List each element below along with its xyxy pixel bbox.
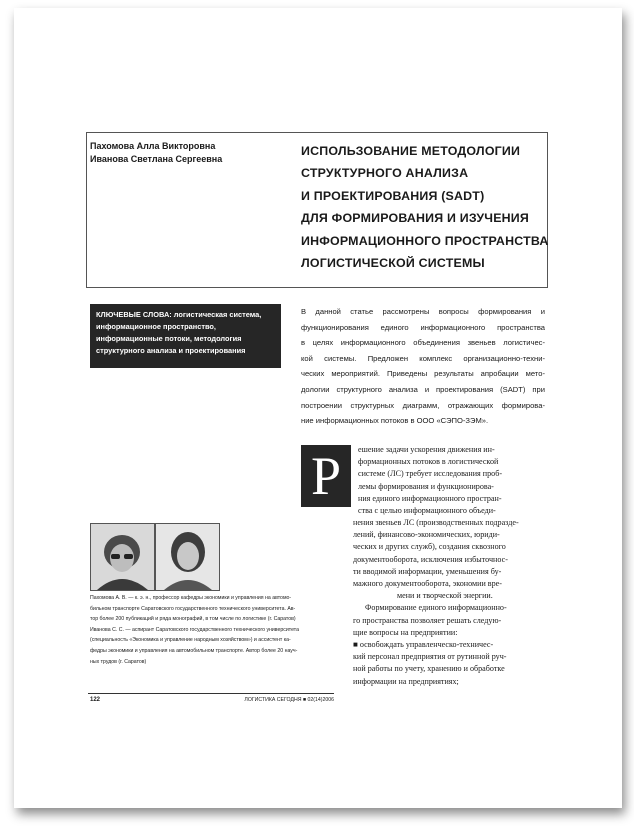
footer-rule (88, 693, 334, 694)
title-line: ЛОГИСТИЧЕСКОЙ СИСТЕМЫ (301, 256, 485, 271)
abstract-line: в целях информационного объединения звеньев логистичес- (301, 338, 545, 348)
authors-block (90, 140, 270, 166)
article-title (301, 140, 549, 274)
body-line: ческих и других служб), создания сквозного (353, 542, 506, 552)
body-line: ной работы по учету, хранению и обработке (353, 664, 505, 674)
body-text-beside-dropcap (358, 444, 502, 517)
body-line: щие вопросы на предприятии: (353, 627, 458, 637)
bio-line: Иванова С. С. — аспирант Саратовского государственного технического университета (90, 626, 300, 633)
title-line: И ПРОЕКТИРОВАНИЯ (SADT) (301, 188, 485, 203)
body-line: лений, финансово-экономических, юриди- (353, 530, 500, 540)
body-line: мажного документооборота, экономии вре- (353, 579, 502, 589)
body-line: ния единого информационного простран- (358, 493, 502, 503)
page-footer (90, 695, 334, 705)
keywords-line: информационные потоки, методология (96, 334, 242, 343)
drop-cap: Р (301, 445, 351, 507)
body-text (353, 517, 519, 688)
author-photo-pakhomova (90, 523, 155, 591)
author-name: Иванова Светлана Сергеевна (90, 154, 223, 164)
title-line: ИСПОЛЬЗОВАНИЕ МЕТОДОЛОГИИ (301, 144, 521, 158)
bio-line: бильном транспорте Саратовского государственного технического университета. Ав- (90, 605, 296, 612)
page-number: 122 (90, 697, 101, 703)
abstract-line: ческих мероприятий. Приведены результаты апробации мето- (301, 369, 545, 379)
author-name: Пахомова Алла Викторовна (90, 141, 216, 151)
author-bios (90, 593, 334, 667)
journal-name: ЛОГИСТИКА СЕГОДНЯ ■ 02(14)2006 (244, 697, 334, 703)
body-line: ства с целью информационного объеди- (358, 506, 496, 516)
body-line: го пространства позволяет решать следую- (353, 615, 502, 625)
title-line: СТРУКТУРНОГО АНАЛИЗА (301, 166, 469, 181)
body-line: мени и творческой энергии. (397, 591, 493, 601)
abstract-line: дологии структурного анализа и проектирования (SADT) при (301, 384, 545, 394)
bio-line: федры экономики и управления на автомобильном транспорте. Автор более 20 науч- (90, 647, 298, 654)
abstract-line: построении структурных диаграмм, отражающих формирова- (301, 400, 545, 410)
title-line: ИНФОРМАЦИОННОГО ПРОСТРАНСТВА (301, 233, 549, 248)
body-line: формационных потоков в логистической (358, 457, 499, 467)
abstract (301, 304, 545, 429)
bio-line: (специальность «Экономика и управление народным хозяйством») и ассистент ка- (90, 637, 291, 644)
abstract-line: ние информационных потоков в ООО «СЭПО-ЗЭМ». (301, 416, 489, 426)
abstract-line: функционирования единого информационного пространства (301, 322, 545, 332)
abstract-line: В данной статье рассмотрены вопросы формирования и (301, 307, 545, 316)
body-line: нения звеньев ЛС (производственных подразде- (353, 518, 519, 527)
body-line: кий персонал предприятия от рутинной руч- (353, 652, 507, 662)
keywords-box (90, 304, 281, 368)
body-line: информации на предприятиях; (353, 676, 459, 686)
body-line: документооборота, исключения избыточнос- (353, 554, 508, 564)
body-line: ти вводимой информации, уменьшения бу- (353, 566, 502, 576)
abstract-line: кой системы. Предложен комплекс организационно-техни- (301, 353, 545, 363)
body-line: Формирование единого информационно- (365, 603, 507, 613)
body-line: системе (ЛС) требует исследования проб- (358, 469, 503, 479)
bio-line: тор более 200 публикаций и ряда монографий, в том числе по логистике (г. Саратов) (90, 616, 296, 623)
keywords-line: КЛЮЧЕВЫЕ СЛОВА: логистическая система, (96, 310, 262, 319)
portrait-image (91, 524, 154, 590)
title-line: ДЛЯ ФОРМИРОВАНИЯ И ИЗУЧЕНИЯ (301, 211, 530, 226)
body-line: ■ освобождать управленческо-техничес- (353, 640, 494, 650)
author-photo-ivanova (155, 523, 220, 591)
keywords-line: информационное пространство, (96, 322, 216, 331)
bio-line: ных трудов (г. Саратов) (90, 658, 147, 665)
portrait-image (156, 524, 219, 590)
bio-line: Пахомова А. В. — к. э. н., профессор кафедры экономики и управления на автомо- (90, 595, 292, 601)
body-line: лемы формирования и функционирова- (358, 481, 494, 491)
keywords-line: структурного анализа и проектирования (96, 346, 246, 355)
body-line: ешение задачи ускорения движения ин- (358, 445, 495, 454)
